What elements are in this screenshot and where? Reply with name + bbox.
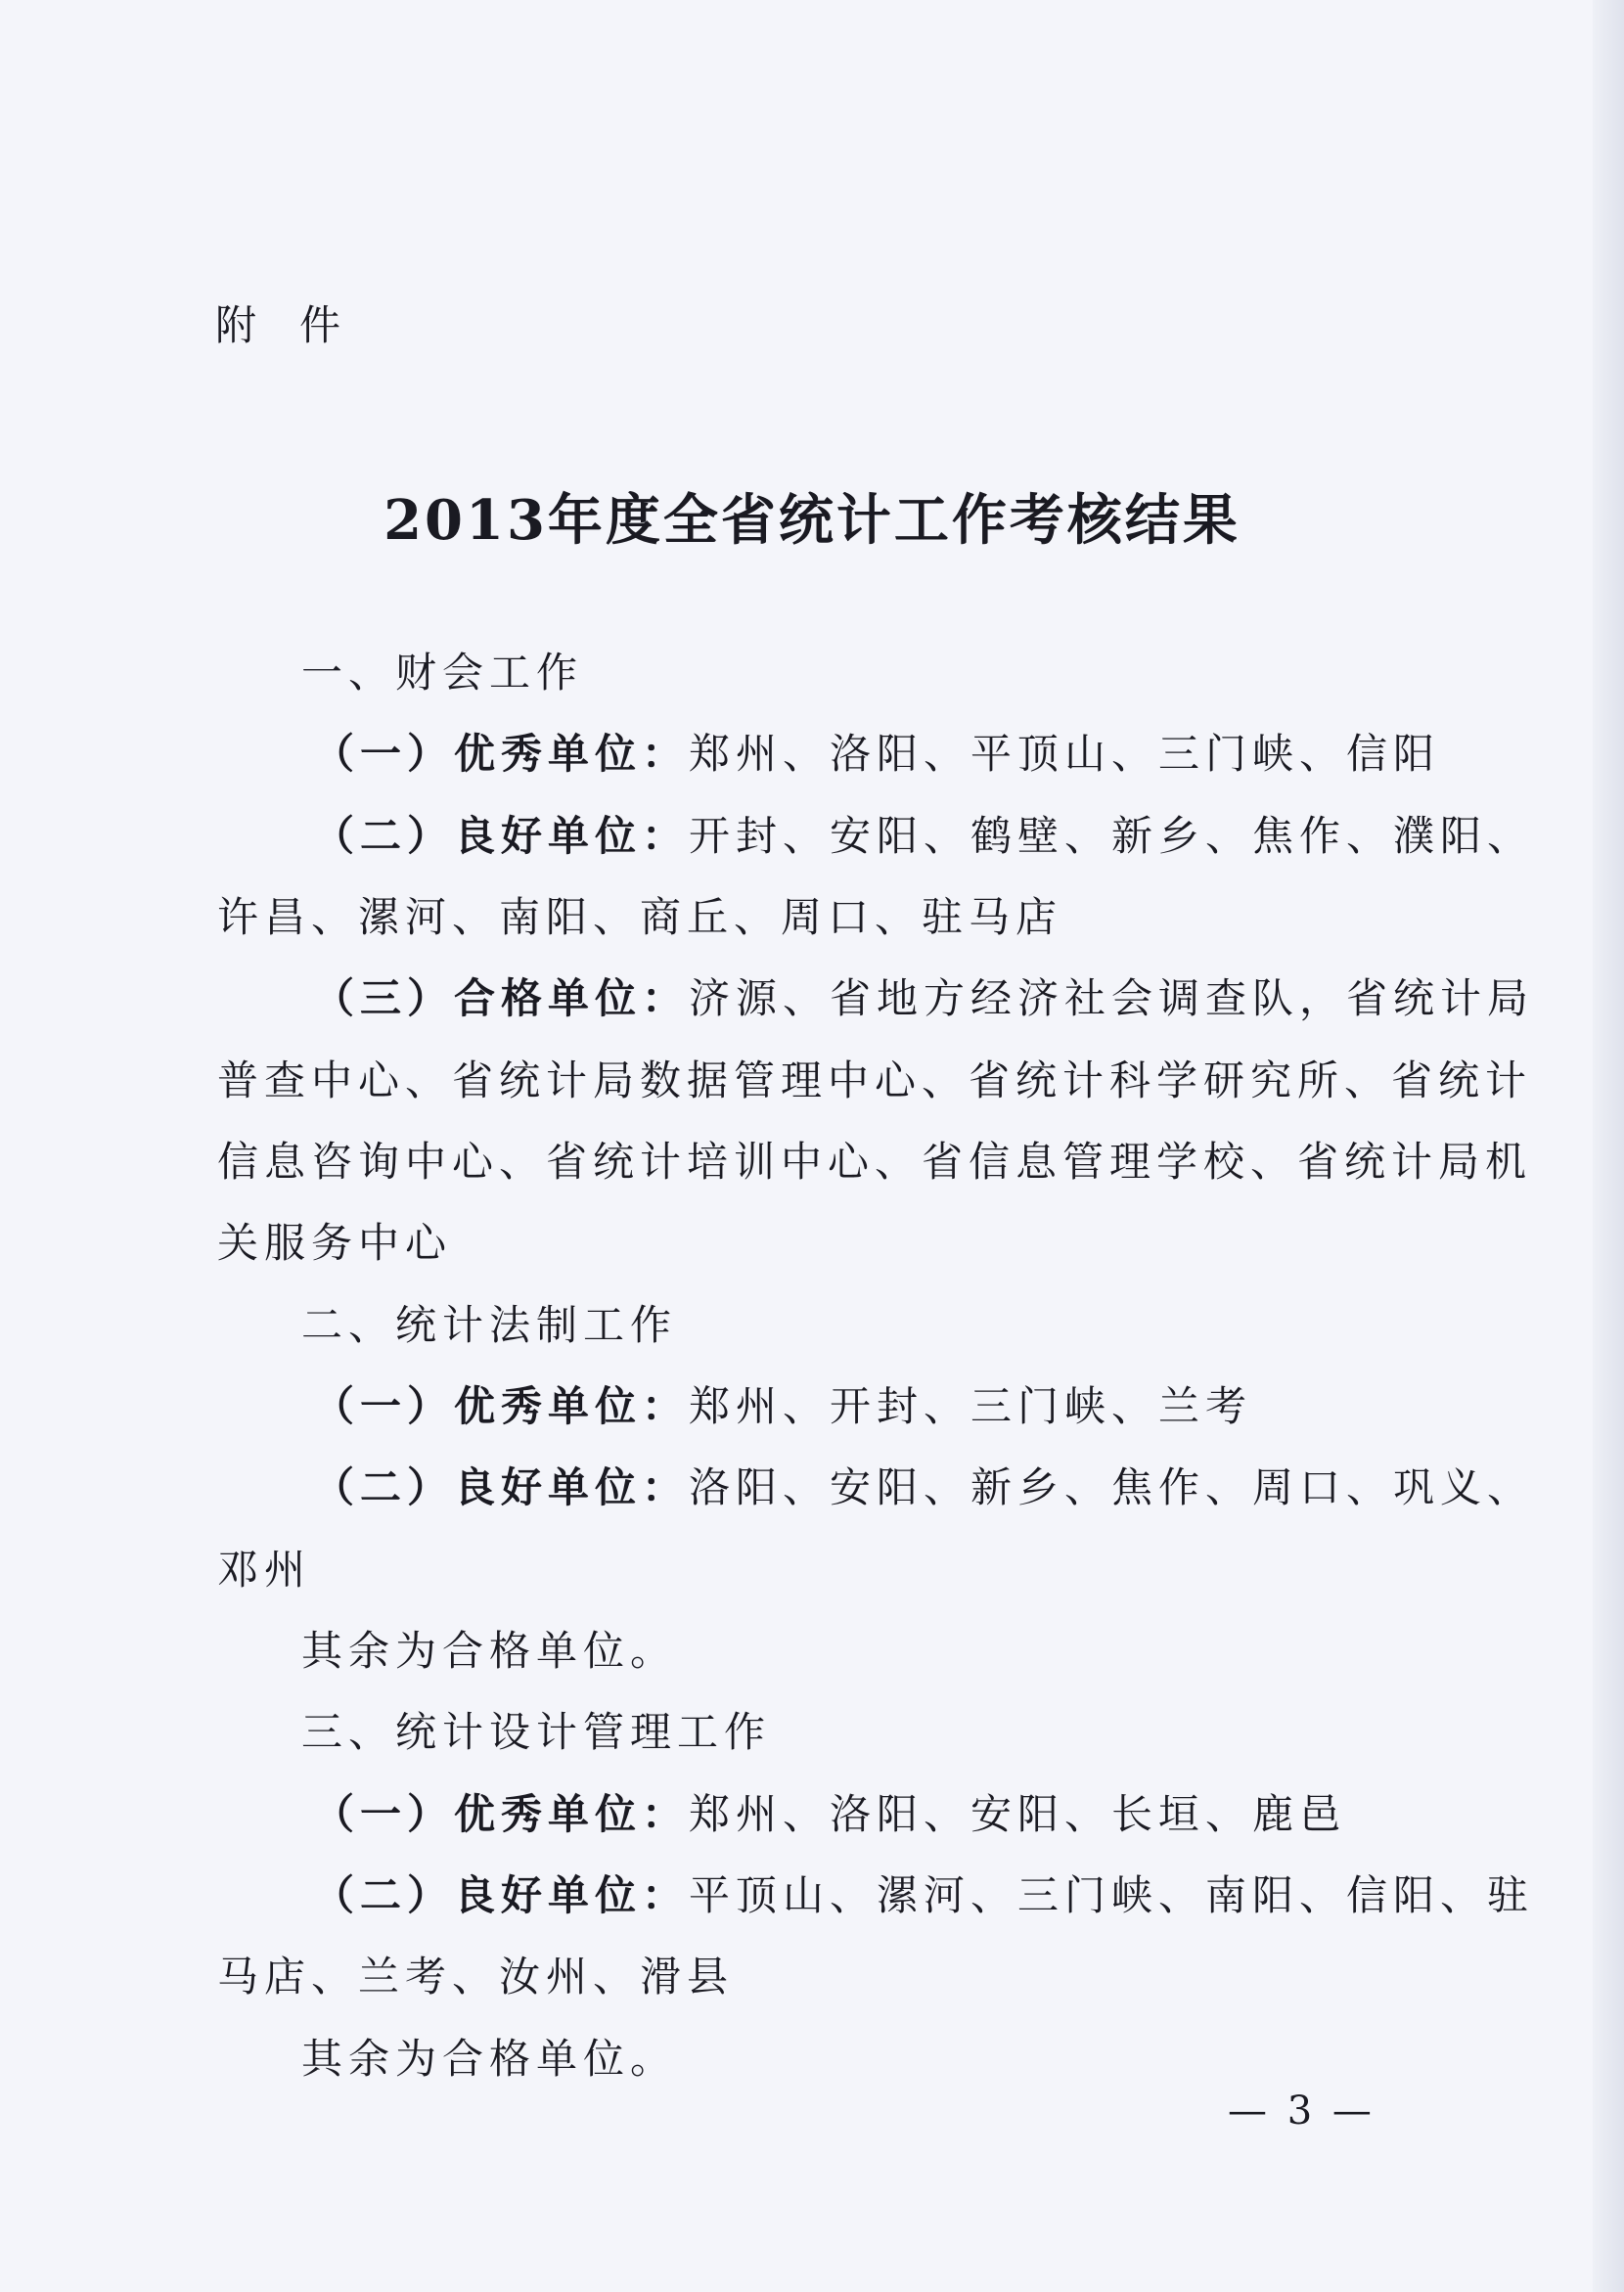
- section-heading-finance: 一、财会工作: [301, 649, 584, 697]
- finance-qualified-line-2: 普查中心、省统计局数据管理中心、省统计科学研究所、省统计: [217, 1056, 1533, 1104]
- legal-good-line-2: 邓州: [217, 1546, 312, 1594]
- item-label: （二）良好单位：: [313, 812, 690, 860]
- item-text: 郑州、开封、三门峡、兰考: [689, 1382, 1253, 1430]
- finance-qualified-line-3: 信息咨询中心、省统计培训中心、省信息管理学校、省统计局机: [217, 1138, 1533, 1186]
- item-text: 平顶山、漯河、三门峡、南阳、信阳、驻: [689, 1871, 1535, 1919]
- item-text: 开封、安阳、鹤壁、新乡、焦作、濮阳、: [689, 812, 1535, 860]
- item-label: （一）优秀单位：: [313, 730, 690, 778]
- legal-excellent-line: [313, 1374, 1252, 1433]
- item-text: 济源、省地方经济社会调查队，省统计局: [689, 974, 1535, 1022]
- section-heading-legal: 二、统计法制工作: [301, 1301, 678, 1349]
- page-edge-shadow: [1593, 0, 1624, 2292]
- item-label: （二）良好单位：: [313, 1463, 690, 1511]
- item-text: 郑州、洛阳、安阳、长垣、鹿邑: [689, 1790, 1347, 1838]
- item-text: 郑州、洛阳、平顶山、三门峡、信阳: [689, 730, 1441, 778]
- page-number: — 3 —: [1228, 2089, 1376, 2134]
- finance-good-line: [313, 804, 1534, 863]
- design-good-line: [313, 1864, 1534, 1922]
- item-label: （二）良好单位：: [313, 1871, 690, 1919]
- legal-good-line: [313, 1456, 1534, 1514]
- attachment-label: 附件: [215, 301, 384, 349]
- item-label: （三）合格单位：: [313, 974, 690, 1022]
- design-good-line-2: 马店、兰考、汝州、滑县: [217, 1953, 735, 2000]
- item-label: （一）优秀单位：: [313, 1790, 690, 1838]
- document-title: 2013年度全省统计工作考核结果: [383, 488, 1241, 553]
- finance-excellent-line: [313, 722, 1440, 781]
- section-heading-design: 三、统计设计管理工作: [301, 1708, 772, 1756]
- design-excellent-line: [313, 1782, 1346, 1841]
- design-remainder: 其余为合格单位。: [301, 2035, 678, 2083]
- item-label: （一）优秀单位：: [313, 1382, 690, 1430]
- item-text: 洛阳、安阳、新乡、焦作、周口、巩义、: [689, 1463, 1535, 1511]
- finance-qualified-line: [313, 966, 1534, 1025]
- finance-good-line-2: 许昌、漯河、南阳、商丘、周口、驻马店: [217, 893, 1063, 941]
- finance-qualified-line-4: 关服务中心: [217, 1219, 453, 1267]
- legal-remainder: 其余为合格单位。: [301, 1627, 678, 1675]
